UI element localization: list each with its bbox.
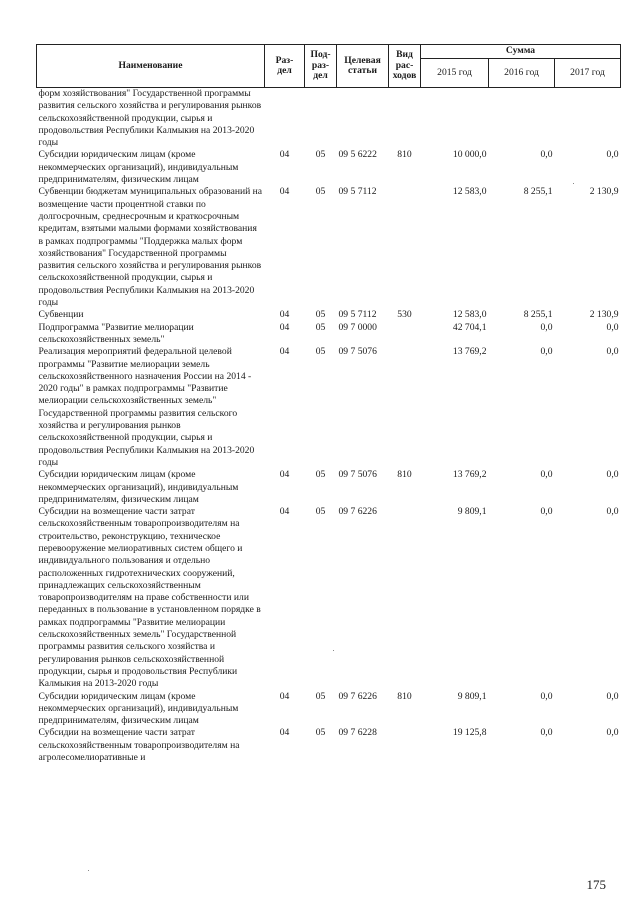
row-vid: 810 — [397, 690, 412, 702]
row-2015: 13 769,2 — [452, 346, 487, 358]
row-2016: 0,0 — [540, 149, 553, 161]
col-header-2015: 2015 год — [421, 59, 489, 88]
row-2015: 9 809,1 — [457, 506, 487, 518]
row-name: Субсидии юридическим лицам (кроме некоммерческих организаций), индивидуальным предпринимателям, физическим лицам — [38, 149, 239, 186]
row-target: 09 7 6226 — [338, 506, 377, 518]
row-name: Субсидии юридическим лицам (кроме некоммерческих организаций), индивидуальным предпринимателям, физическим лицам — [38, 469, 239, 505]
row-2016: 8 255,1 — [523, 186, 553, 198]
row-razdel: 04 — [279, 309, 290, 321]
row-2015: 19 125,8 — [452, 727, 487, 739]
row-2017: 2 130,9 — [589, 309, 619, 321]
row-podrazdel: 05 — [315, 149, 326, 161]
table-row — [37, 346, 621, 469]
row-target: 09 7 0000 — [338, 321, 377, 333]
scan-speck — [573, 183, 574, 184]
row-name: форм хозяйствования" Государственной программы развития сельского хозяйства и регулирования рынков сельскохозяйственной продукции, сырья и продовольствия Республики Калмыкия на 2013-2020 годы — [38, 88, 262, 149]
col-header-target: Целевая статьи — [337, 45, 389, 88]
row-2017 — [555, 88, 621, 150]
row-podrazdel: 05 — [315, 727, 326, 739]
row-razdel: 04 — [279, 346, 290, 358]
table-row — [37, 727, 621, 764]
row-razdel: 04 — [279, 690, 290, 702]
row-vid — [389, 506, 421, 690]
row-2016: 8 255,1 — [523, 309, 553, 321]
scan-speck — [88, 870, 89, 871]
row-razdel — [265, 88, 305, 150]
row-vid: 530 — [397, 309, 412, 321]
row-vid — [389, 322, 421, 347]
row-2016 — [489, 88, 555, 150]
row-2017: 0,0 — [606, 346, 619, 358]
row-2017: 0,0 — [606, 690, 619, 702]
table-row — [37, 469, 621, 506]
row-2017: 0,0 — [606, 469, 619, 481]
row-podrazdel: 05 — [315, 506, 326, 518]
row-2017: 0,0 — [606, 727, 619, 739]
row-2015: 12 583,0 — [452, 186, 487, 198]
row-target: 09 7 6228 — [338, 727, 377, 739]
row-razdel: 04 — [279, 469, 290, 481]
row-2017: 0,0 — [606, 321, 619, 333]
row-2016: 0,0 — [540, 469, 553, 481]
row-2015: 42 704,1 — [452, 321, 487, 333]
row-target: 09 5 7112 — [338, 186, 377, 198]
row-2017: 0,0 — [606, 149, 619, 161]
row-razdel: 04 — [279, 149, 290, 161]
row-2015: 9 809,1 — [457, 690, 487, 702]
table-row — [37, 186, 621, 309]
row-name: Реализация мероприятий федеральной целевой программы "Развитие мелиорации земель сельскохозяйственного назначения России на 2014 - 2020 годы" в рамках подпрограммы "Развитие мелиорации сельскохозяйственных земель" Государственной программы развития сельского хозяйства и регулирования рынков сельскохозяйственной продукции, сырья и продовольствия Республики Калмыкия на 2013-2020 годы — [38, 346, 255, 468]
col-header-podrazdel: Под- раз- дел — [305, 45, 337, 88]
row-vid — [389, 727, 421, 764]
row-2015: 10 000,0 — [452, 149, 487, 161]
row-2015: 13 769,2 — [452, 469, 487, 481]
row-2016: 0,0 — [540, 321, 553, 333]
row-2015: 12 583,0 — [452, 309, 487, 321]
row-podrazdel: 05 — [315, 186, 326, 198]
table-row — [37, 88, 621, 150]
row-razdel: 04 — [279, 321, 290, 333]
table-row — [37, 322, 621, 347]
row-razdel: 04 — [279, 506, 290, 518]
col-header-summa: Сумма — [421, 45, 621, 59]
table-row — [37, 309, 621, 321]
row-target: 09 5 7112 — [338, 309, 377, 321]
row-target: 09 7 5076 — [338, 469, 377, 481]
row-2016: 0,0 — [540, 346, 553, 358]
row-2016: 0,0 — [540, 727, 553, 739]
table-row — [37, 506, 621, 690]
row-podrazdel: 05 — [315, 321, 326, 333]
scan-speck — [333, 650, 334, 651]
col-header-razdel: Раз- дел — [265, 45, 305, 88]
row-2016: 0,0 — [540, 690, 553, 702]
row-2015 — [421, 88, 489, 150]
row-vid — [389, 88, 421, 150]
col-header-name: Наименование — [37, 45, 265, 88]
row-podrazdel: 05 — [315, 346, 326, 358]
col-header-2016: 2016 год — [489, 59, 555, 88]
row-name: Подпрограмма "Развитие мелиорации сельскохозяйственных земель" — [38, 321, 194, 345]
row-name: Субвенции бюджетам муниципальных образований на возмещение части процентной ставки по долгосрочным, среднесрочным и краткосрочным кредитам, взятыми малыми формами хозяйствования в рамках подпрограммы "Поддержка малых форм хозяйствования" Государственной программы развития сельского хозяйства и регулирования рынков сельскохозяйственной продукции, сырья и продовольствия Республики Калмыкия на 2013-2020 годы — [38, 186, 263, 309]
row-name: Субсидии на возмещение части затрат сельскохозяйственным товаропроизводителям на агролесомелиоративные и — [38, 727, 240, 764]
table-row — [37, 691, 621, 728]
page-number: 175 — [586, 877, 606, 892]
row-name: Субвенции — [38, 309, 84, 321]
row-target: 09 7 6226 — [338, 690, 377, 702]
row-2016: 0,0 — [540, 506, 553, 518]
row-vid: 810 — [397, 469, 412, 481]
col-header-2017: 2017 год — [555, 59, 621, 88]
col-header-vid: Вид рас- ходов — [389, 45, 421, 88]
row-target: 09 7 5076 — [338, 346, 377, 358]
row-name: Субсидии юридическим лицам (кроме некоммерческих организаций), индивидуальным предпринимателям, физическим лицам — [38, 690, 239, 727]
header-row-1 — [37, 45, 621, 59]
row-razdel: 04 — [279, 186, 290, 198]
row-name: Субсидии на возмещение части затрат сельскохозяйственным товаропроизводителям на строительство, реконструкцию, техническое перевооружение мелиоративных систем общего и индивидуального пользования и отдельно расположенных гидротехнических сооружений, принадлежащих сельскохозяйственным товаропроизводителям на праве собственности или переданных в пользование в установленном порядке в рамках подпрограммы "Развитие мелиорации сельскохозяйственных земель" Государственной программы развития сельского хозяйства и регулирования рынков сельскохозяйственной продукции, сырья и продовольствия Республики Калмыкия на 2013-2020 годы — [38, 506, 261, 690]
row-target: 09 5 6222 — [338, 149, 377, 161]
row-razdel: 04 — [279, 727, 290, 739]
row-2017: 2 130,9 — [589, 186, 619, 198]
row-vid: 810 — [397, 149, 412, 161]
row-vid — [389, 346, 421, 469]
row-podrazdel — [305, 88, 337, 150]
row-vid — [389, 186, 421, 309]
row-podrazdel: 05 — [315, 309, 326, 321]
row-target — [337, 88, 389, 150]
row-podrazdel: 05 — [315, 690, 326, 702]
row-podrazdel: 05 — [315, 469, 326, 481]
row-2017: 0,0 — [606, 506, 619, 518]
budget-table — [36, 44, 621, 764]
table-row — [37, 149, 621, 186]
